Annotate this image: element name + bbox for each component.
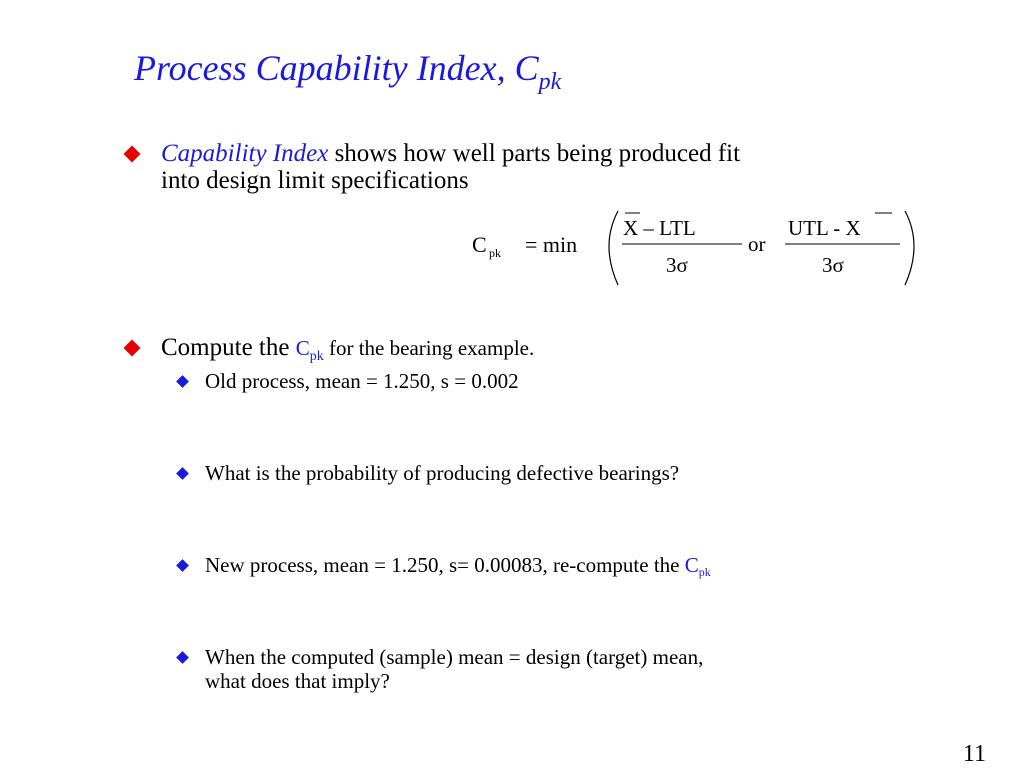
bullet1-text-line1: shows how well parts being produced fit bbox=[328, 140, 741, 167]
sub-bullet3-cpk bbox=[685, 553, 711, 577]
capability-index-term: Capability Index bbox=[161, 140, 329, 167]
blue-diamond-bullet-icon bbox=[176, 651, 189, 664]
bullet2-suffix: for the bearing example. bbox=[323, 336, 535, 360]
bullet2-prefix: Compute the bbox=[161, 334, 296, 361]
sub-bullet4-line2: what does that imply? bbox=[205, 669, 390, 693]
formula-denominator-left: 3σ bbox=[666, 253, 688, 277]
bullet2-cpk-letter: C bbox=[295, 336, 310, 360]
cpk-formula bbox=[470, 205, 920, 295]
blue-diamond-bullet-icon bbox=[176, 559, 189, 572]
sub-bullet-mean-implication bbox=[205, 645, 925, 693]
formula-lhs: C bbox=[472, 232, 487, 257]
slide-title-text: Process Capability Index, C bbox=[134, 48, 539, 88]
formula-lhs-subscript: pk bbox=[489, 246, 501, 260]
bullet-compute-cpk bbox=[161, 334, 921, 365]
bullet1-text-line2: into design limit specifications bbox=[161, 167, 469, 194]
slide-title-subscript: pk bbox=[538, 69, 562, 95]
sub-bullet3-prefix: New process, mean = 1.250, s= 0.00083, re-compute the bbox=[205, 553, 685, 577]
bullet-capability-index bbox=[161, 140, 921, 194]
sub-bullet-defect-probability: What is the probability of producing defective bearings? bbox=[205, 461, 680, 485]
page-number: 11 bbox=[962, 741, 986, 767]
formula-numerator-left: X – LTL bbox=[623, 216, 696, 240]
blue-diamond-bullet-icon bbox=[176, 375, 189, 388]
formula-denominator-right: 3σ bbox=[822, 253, 844, 277]
red-diamond-bullet-icon bbox=[124, 146, 141, 163]
formula-numerator-right: UTL - X bbox=[788, 216, 861, 240]
bullet2-cpk-subscript: pk bbox=[309, 349, 324, 364]
formula-right-paren bbox=[905, 211, 914, 285]
slide-title bbox=[134, 48, 562, 95]
sub-bullet-old-process: Old process, mean = 1.250, s = 0.002 bbox=[205, 369, 519, 393]
sub-bullet3-cpk-subscript: pk bbox=[698, 565, 711, 579]
formula-or: or bbox=[748, 232, 766, 256]
formula-left-paren bbox=[609, 211, 618, 285]
sub-bullet4-line1: When the computed (sample) mean = design (target) mean, bbox=[205, 645, 704, 669]
blue-diamond-bullet-icon bbox=[176, 467, 189, 480]
red-diamond-bullet-icon bbox=[124, 340, 141, 357]
sub-bullet-new-process bbox=[205, 553, 925, 580]
sub-bullet3-cpk-letter: C bbox=[684, 553, 699, 577]
bullet2-cpk bbox=[295, 336, 324, 364]
formula-equals-min: = min bbox=[525, 232, 578, 257]
